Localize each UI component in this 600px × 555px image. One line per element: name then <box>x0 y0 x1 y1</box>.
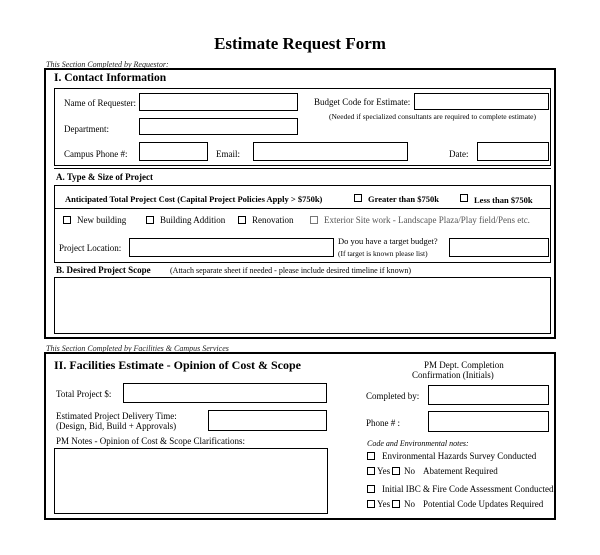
exterior-label: Exterior Site work - Landscape Plaza/Play field/Pens etc. <box>324 215 530 225</box>
location-label: Project Location: <box>59 243 122 253</box>
divider <box>54 168 551 169</box>
env-yes-label: Yes <box>377 466 391 476</box>
target-note: (If target is known please list) <box>338 249 428 258</box>
new-building-checkbox[interactable] <box>63 216 71 224</box>
department-label: Department: <box>64 124 109 134</box>
building-addition-checkbox[interactable] <box>146 216 154 224</box>
env-survey-label: Environmental Hazards Survey Conducted <box>382 451 537 461</box>
greater-checkbox[interactable] <box>354 194 362 202</box>
budget-note: (Needed if specialized consultants are required to complete estimate) <box>329 112 536 121</box>
phone2-label: Phone # : <box>366 418 401 428</box>
potential-code-label: Potential Code Updates Required <box>423 499 544 509</box>
greater-label: Greater than $750k <box>368 194 439 204</box>
pm-completion-label: PM Dept. Completion <box>424 360 504 370</box>
section1-note: This Section Completed by Requestor: <box>46 60 169 69</box>
code-notes-label: Code and Environmental notes: <box>367 439 469 448</box>
name-input[interactable] <box>139 93 298 111</box>
env-yes-checkbox[interactable] <box>367 467 375 475</box>
renovation-checkbox[interactable] <box>238 216 246 224</box>
delivery-sub: (Design, Bid, Build + Approvals) <box>56 421 177 431</box>
cost-label: Anticipated Total Project Cost (Capital Project Policies Apply > $750k) <box>65 194 323 204</box>
less-label: Less than $750k <box>474 195 533 205</box>
env-survey-checkbox[interactable] <box>367 452 375 460</box>
date-label: Date: <box>449 149 469 159</box>
code-no-checkbox[interactable] <box>392 500 400 508</box>
section2-note: This Section Completed by Facilities & Campus Services <box>46 344 229 353</box>
confirmation-label: Confirmation (Initials) <box>412 370 494 380</box>
scope-note: (Attach separate sheet if needed - please include desired timeline if known) <box>170 266 412 275</box>
email-input[interactable] <box>253 142 408 161</box>
email-label: Email: <box>216 149 240 159</box>
phone2-input[interactable] <box>428 411 549 432</box>
code-no-label: No <box>404 499 415 509</box>
building-addition-label: Building Addition <box>160 215 226 225</box>
facilities-heading: II. Facilities Estimate - Opinion of Cost & Scope <box>54 358 301 372</box>
pm-notes-label: PM Notes - Opinion of Cost & Scope Clarifications: <box>56 436 245 446</box>
location-input[interactable] <box>129 238 334 257</box>
less-checkbox[interactable] <box>460 194 468 202</box>
type-heading: A. Type & Size of Project <box>56 172 153 182</box>
phone-label: Campus Phone #: <box>64 149 128 159</box>
new-building-label: New building <box>77 215 127 225</box>
contact-heading: I. Contact Information <box>54 72 167 84</box>
date-input[interactable] <box>477 142 549 161</box>
department-input[interactable] <box>139 118 298 135</box>
total-input[interactable] <box>123 383 327 403</box>
target-budget-input[interactable] <box>449 238 549 257</box>
scope-heading: B. Desired Project Scope <box>56 265 151 275</box>
budget-label: Budget Code for Estimate: <box>314 97 411 107</box>
completed-by-label: Completed by: <box>366 391 420 401</box>
exterior-checkbox[interactable] <box>310 216 318 224</box>
renovation-label: Renovation <box>252 215 294 225</box>
ibc-label: Initial IBC & Fire Code Assessment Conducted <box>382 484 554 494</box>
delivery-label: Estimated Project Delivery Time: <box>56 411 177 421</box>
ibc-checkbox[interactable] <box>367 485 375 493</box>
env-no-checkbox[interactable] <box>392 467 400 475</box>
delivery-input[interactable] <box>208 410 327 431</box>
budget-code-input[interactable] <box>414 93 549 110</box>
divider <box>54 208 551 209</box>
phone-input[interactable] <box>139 142 208 161</box>
code-yes-label: Yes <box>377 499 391 509</box>
abatement-label: Abatement Required <box>423 466 498 476</box>
total-label: Total Project $: <box>56 389 112 399</box>
page-title: Estimate Request Form <box>214 34 386 53</box>
env-no-label: No <box>404 466 415 476</box>
pm-notes-textarea[interactable] <box>54 448 328 514</box>
target-budget-label: Do you have a target budget? <box>338 236 438 246</box>
completed-by-input[interactable] <box>428 385 549 405</box>
name-label: Name of Requester: <box>64 98 136 108</box>
code-yes-checkbox[interactable] <box>367 500 375 508</box>
scope-textarea[interactable] <box>54 277 551 334</box>
